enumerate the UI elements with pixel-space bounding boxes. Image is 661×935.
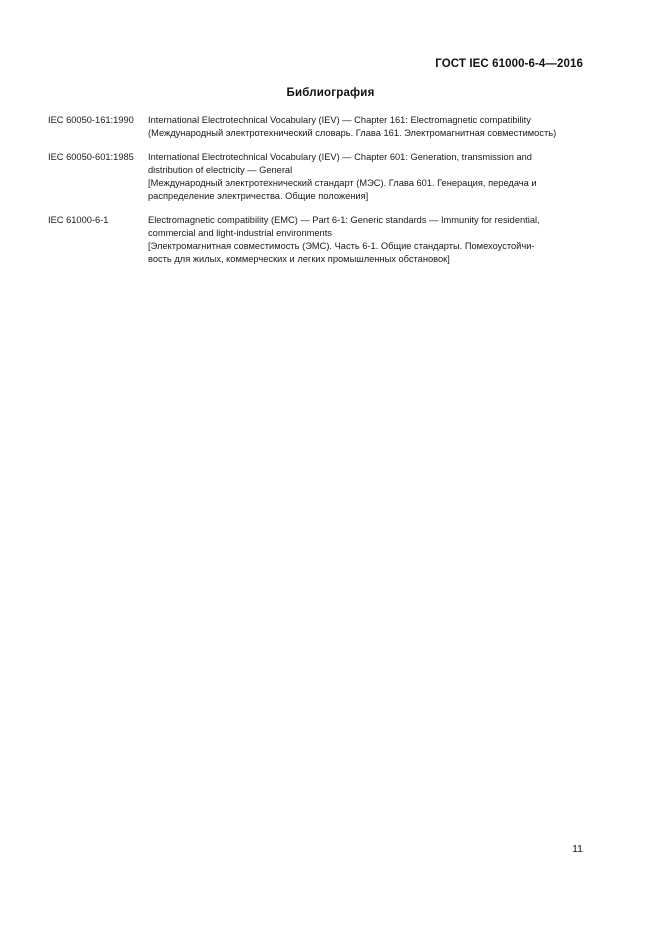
bibliography-entry [48, 151, 583, 203]
bibliography-entry-line: Electromagnetic compatibility (EMC) — Part 6-1: Generic standards — Immunity for residential, [148, 215, 540, 225]
bibliography-entry-line: International Electrotechnical Vocabulary (IEV) — Chapter 161: Electromagnetic compatibility [148, 115, 531, 125]
bibliography-entry-reference: IEC 60050-161:1990 [48, 115, 134, 125]
bibliography-entry [48, 214, 583, 266]
bibliography-entry-line: (Международный электротехнический словарь. Глава 161. Электромагнитная совместимость) [148, 128, 557, 138]
bibliography-entry-line: commercial and light-industrial environments [148, 228, 332, 238]
bibliography-entry-line: [Электромагнитная совместимость (ЭМС). Часть 6-1. Общие стандарты. Помехоустойчи- [148, 241, 535, 251]
bibliography-entry-line: distribution of electricity — General [148, 165, 293, 175]
bibliography-entry-body [148, 114, 583, 140]
page-number: 11 [572, 843, 583, 855]
bibliography-list [48, 114, 583, 266]
bibliography-entry-reference: IEC 60050-601:1985 [48, 152, 134, 162]
bibliography-entry [48, 114, 583, 140]
page-title: Библиография [286, 87, 375, 99]
bibliography-entry-body [148, 151, 583, 203]
bibliography-entry-line: распределение электричества. Общие положения] [148, 191, 369, 201]
bibliography-entry-line: International Electrotechnical Vocabulary (IEV) — Chapter 601: Generation, transmission and [148, 152, 532, 162]
bibliography-entry-body [148, 214, 583, 266]
bibliography-entry-line: [Международный электротехнический стандарт (МЭС). Глава 601. Генерация, передача и [148, 178, 537, 188]
document-running-header: ГОСТ IEC 61000-6-4—2016 [435, 58, 583, 70]
bibliography-entry-line: вость для жилых, коммерческих и легких промышленных обстановок] [148, 254, 450, 264]
bibliography-entry-reference: IEC 61000-6-1 [48, 215, 109, 225]
